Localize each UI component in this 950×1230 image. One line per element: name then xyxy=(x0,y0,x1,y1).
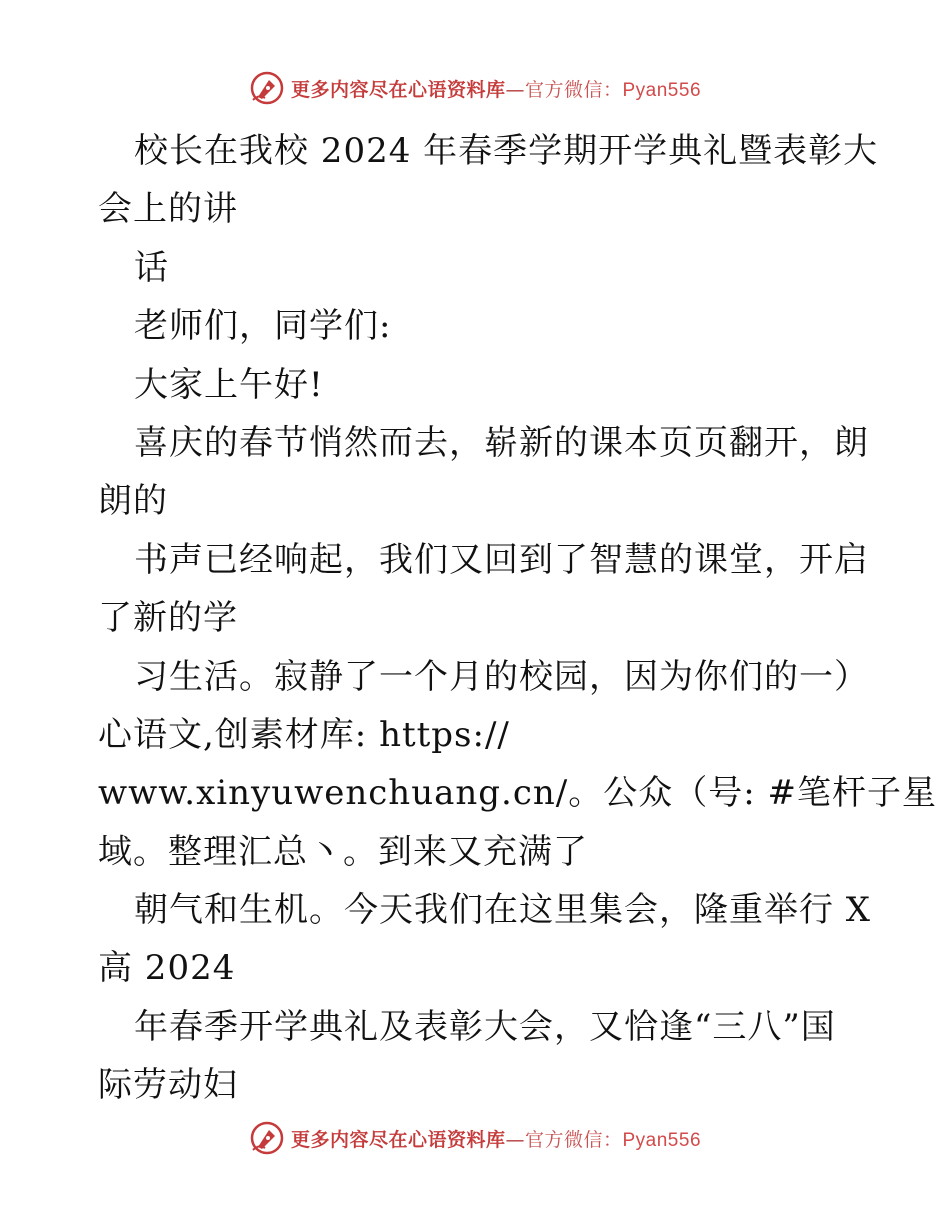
banner-main-text: 更多内容尽在心语资料库 xyxy=(290,78,506,101)
pen-nib-logo-icon xyxy=(249,70,285,106)
doc-line-salutation: 老师们，同学们: xyxy=(134,306,392,347)
doc-line: 高 2024 xyxy=(98,948,236,989)
banner-wechat-label: 官方微信： xyxy=(524,1128,623,1151)
banner-separator: — xyxy=(505,78,525,101)
doc-line: 了新的学 xyxy=(98,598,238,639)
doc-line-title: 校长在我校 2024 年春季学期开学典礼暨表彰大 xyxy=(134,131,879,171)
doc-line-greeting: 大家上午好! xyxy=(134,364,324,405)
doc-line: www.xinyuwenchuang.cn/。公众（号: #笔杆子星 xyxy=(98,773,937,814)
doc-line: 话 xyxy=(134,247,169,288)
banner-text xyxy=(291,1125,701,1152)
pen-nib-logo-icon xyxy=(249,1120,285,1156)
banner-wechat-id: Pyan556 xyxy=(622,79,702,101)
document-body xyxy=(98,122,937,1115)
doc-line: 年春季开学典礼及表彰大会，又恰逢“三八”国 xyxy=(134,1006,836,1047)
doc-line: 朗的 xyxy=(98,481,168,522)
doc-line: 际劳动妇 xyxy=(98,1065,238,1106)
banner-text xyxy=(291,75,701,102)
doc-line: 习生活。寂静了一个月的校园，因为你们的一） xyxy=(134,656,869,697)
doc-line: 域。整理汇总丶。到来又充满了 xyxy=(98,831,588,872)
banner-wechat-label: 官方微信： xyxy=(524,78,623,101)
banner-wechat-id: Pyan556 xyxy=(622,1129,702,1151)
banner-separator: — xyxy=(505,1128,525,1151)
banner-main-text: 更多内容尽在心语资料库 xyxy=(290,1128,506,1151)
footer-banner xyxy=(0,1118,950,1158)
header-banner xyxy=(0,68,950,108)
doc-line: 心语文,创素材库: https:// xyxy=(98,714,510,755)
doc-line: 会上的讲 xyxy=(98,189,238,230)
doc-line: 喜庆的春节悄然而去，崭新的课本页页翻开，朗 xyxy=(134,422,869,463)
doc-line: 书声已经响起，我们又回到了智慧的课堂，开启 xyxy=(134,539,869,580)
doc-line: 朝气和生机。今天我们在这里集会，隆重举行 X xyxy=(134,890,872,931)
